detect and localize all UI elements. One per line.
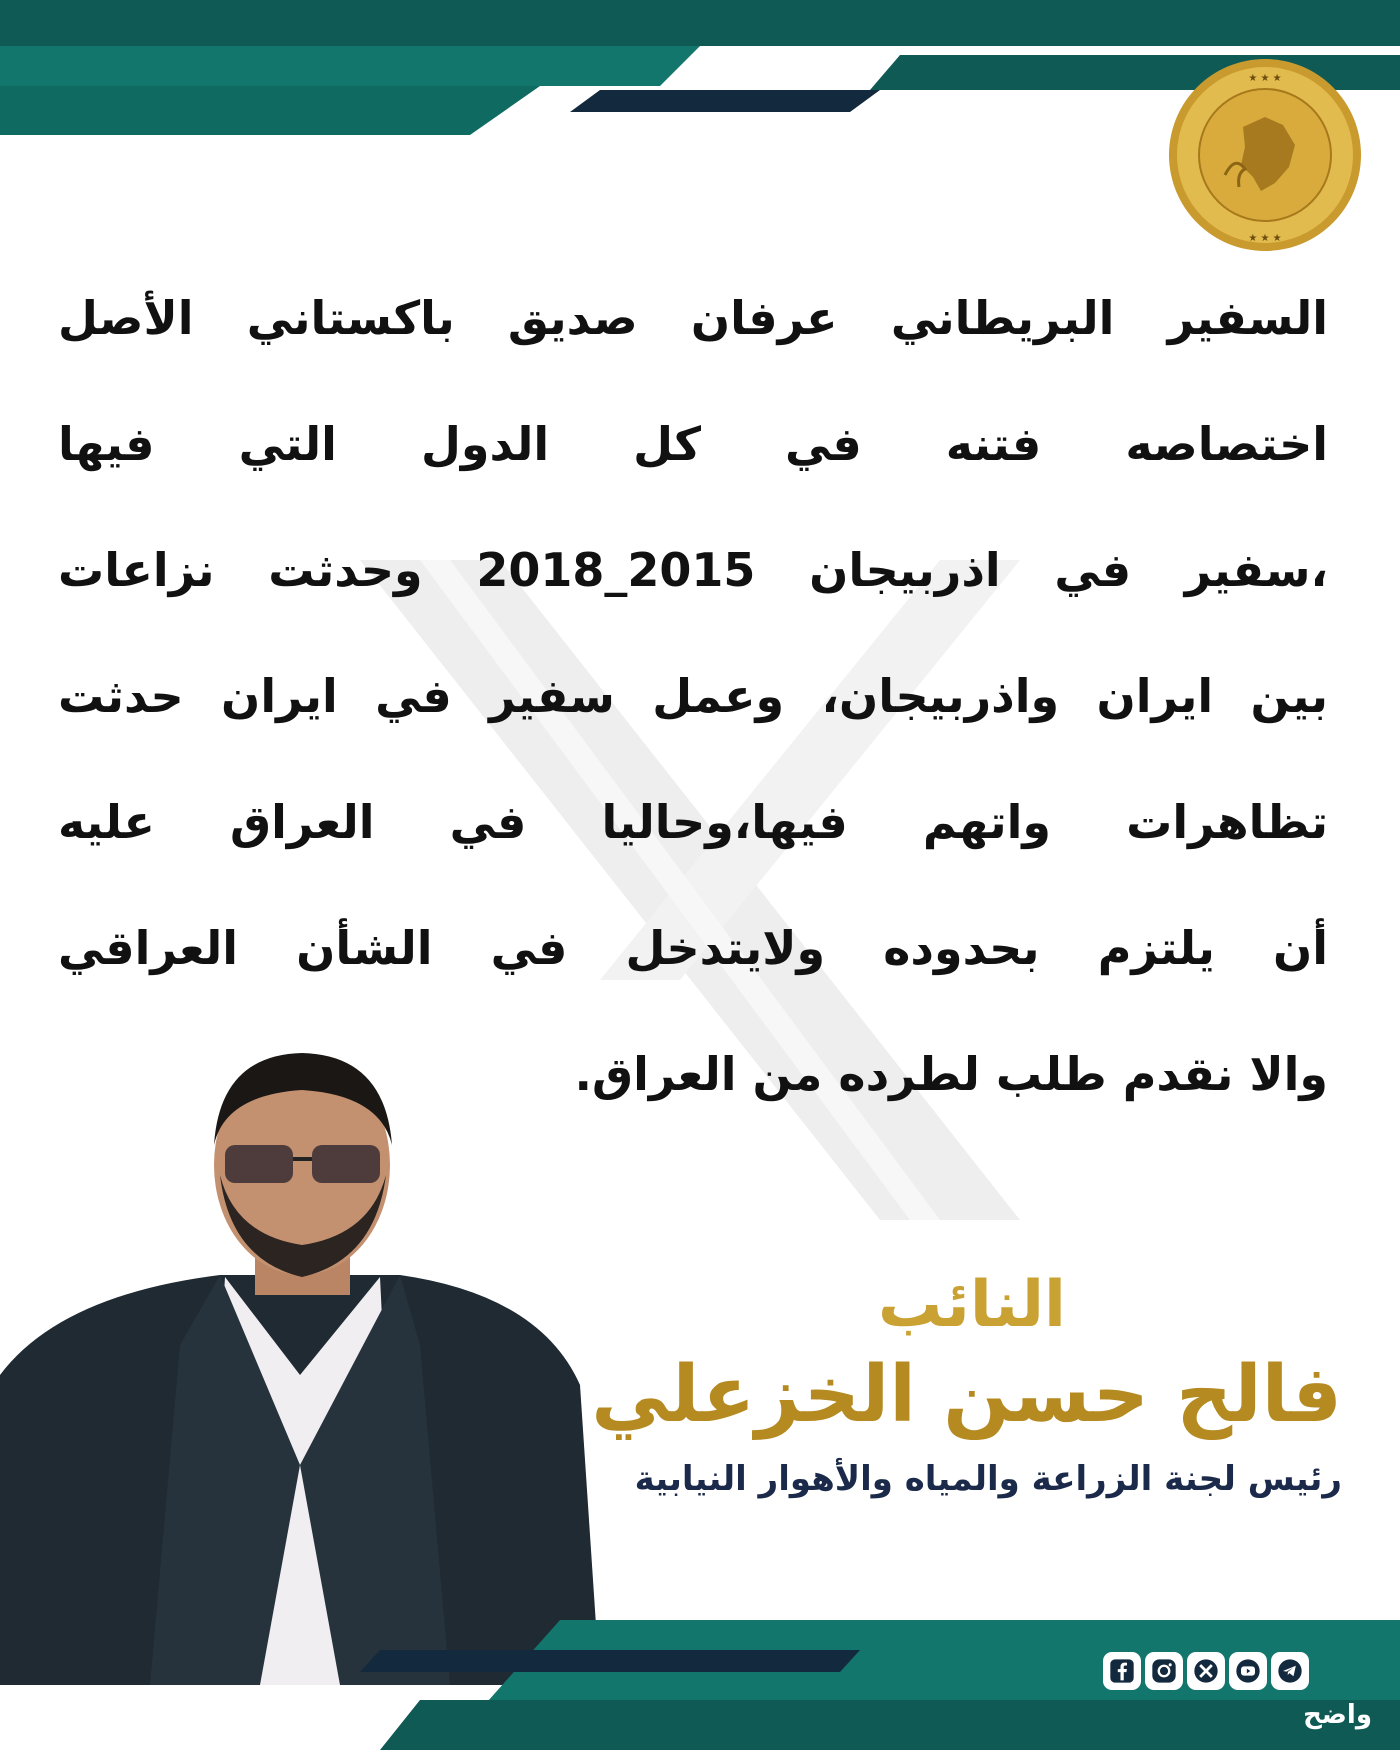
statement-line: السفير البريطاني عرفان صديق باكستاني الأصل [58,291,1328,345]
statement-line: اختصاصه فتنه في كل الدول التي فيها [58,417,1328,471]
facebook-icon[interactable] [1103,1652,1141,1690]
signature-block [582,1265,1342,1507]
svg-text:★ ★ ★: ★ ★ ★ [1248,233,1282,244]
statement-line: ،سفير في اذربيجان 2015_2018 وحدثت نزاعات [58,543,1328,597]
parliament-emblem-logo [1165,55,1365,255]
statement-line: والا نقدم طلب لطرده من العراق. [574,1047,1328,1101]
mp-name: فالح حسن الخزعلي [591,1350,1342,1440]
telegram-icon[interactable] [1271,1652,1309,1690]
mp-title: النائب [878,1268,1066,1342]
social-media-row [1103,1652,1319,1696]
statement-line: أن يلتزم بحدوده ولايتدخل في الشأن العراقي [58,921,1328,975]
source-watermark: واضح [1303,1700,1372,1730]
mp-role: رئيس لجنة الزراعة والمياه والأهوار النيابية [634,1459,1342,1499]
instagram-icon[interactable] [1145,1652,1183,1690]
x-icon[interactable] [1187,1652,1225,1690]
statement-line: بين ايران واذربيجان، وعمل سفير في ايران حدثت [58,669,1328,723]
youtube-icon[interactable] [1229,1652,1267,1690]
statement-line: تظاهرات واتهم فيها،وحاليا في العراق عليه [58,795,1328,849]
statement-text [58,255,1328,1137]
svg-text:★ ★ ★: ★ ★ ★ [1248,73,1282,84]
